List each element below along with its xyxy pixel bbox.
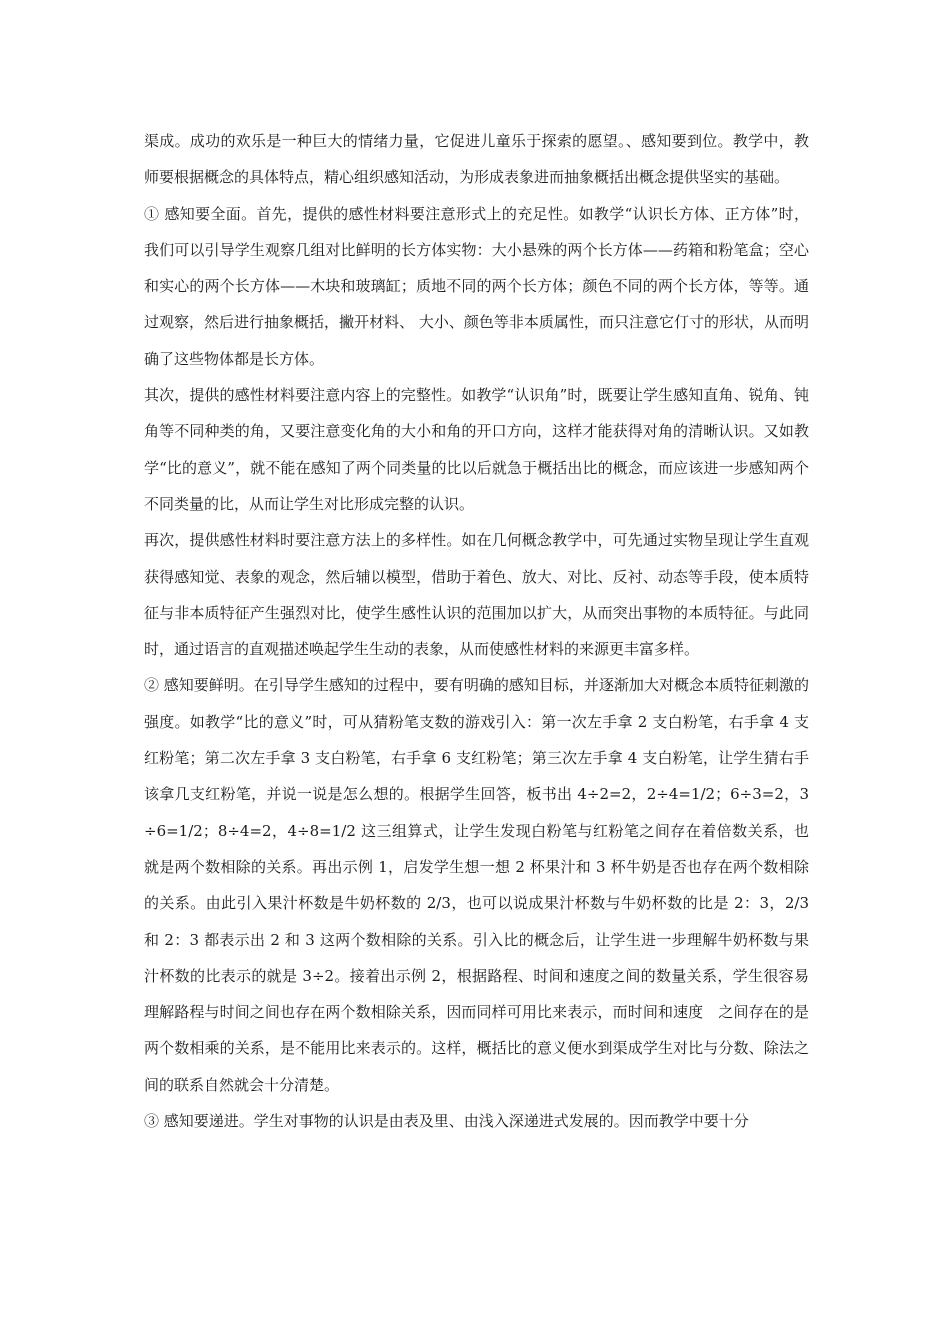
paragraph-perception-comprehensive: ① 感知要全面。首先，提供的感性材料要注意形式上的充足性。如教学“认识长方体、正方体”时，我们可以引导学生观察几组对比鲜明的长方体实物：大小悬殊的两个长方体——药箱和粉笔盒；空心和实心的两个长方体——木块和玻璃缸；质地不同的两个长方体；颜色不同的两个长方体，等等。通过观察，然后进行抽象概括，撇开材料、 大小、颜色等非本质属性，而只注意它仃寸的形状，从而明确了这些物体都是长方体。 — [144, 204, 809, 368]
paragraph-perception-progressive: ③ 感知要递进。学生对事物的认识是由表及里、由浅入深递进式发展的。因而教学中要十分 — [144, 1112, 749, 1131]
document-body — [144, 123, 809, 1139]
paragraph-method-diversity: 再次，提供感性材料时要注意方法上的多样性。如在几何概念教学中，可先通过实物呈现让学生直观获得感知觉、表象的观念，然后辅以模型，借助于着色、放大、对比、反衬、动态等手段，使本质特征与非本质特征产生强烈对比，使学生感性认识的范围加以扩大，从而突出事物的本质特征。与此同时，通过语言的直观描述唤起学生生动的表象，从而使感性材料的来源更丰富多样。 — [144, 531, 809, 659]
paragraph-content-completeness: 其次，提供的感性材料要注意内容上的完整性。如教学“认识角”时，既要让学生感知直角、锐角、钝角等不同种类的角，又要注意变化角的大小和角的开口方向，这样才能获得对角的清晰认识。又如教学“比的意义”，就不能在感知了两个同类量的比以后就急于概括出比的概念，而应该进一步感知两个不同类量的比，从而让学生对比形成完整的认识。 — [144, 386, 809, 513]
paragraph-perception-vivid: ② 感知要鲜明。在引导学生感知的过程中，要有明确的感知目标，并逐渐加大对概念本质特征刺激的强度。如教学“比的意义”时，可从猜粉笔支数的游戏引入：第一次左手拿 2 支白粉笔，右手拿 4 支红粉笔；第二次左手拿 3 支白粉笔，右手拿 6 支红粉笔；第三次左手拿 4 支白粉笔，让学生猜右手该拿几支红粉笔，并说一说是怎么想的。根据学生回答，板书出 4÷2=2，2÷4=1/2；6÷3=2，3÷6=1/2；8÷4=2，4÷8=1/2 这三组算式，让学生发现白粉笔与红粉笔之间存在着倍数关系，也就是两个数相除的关系。再出示例 1，启发学生想一想 2 杯果汁和 3 杯牛奶是否也存在两个数相除的关系。由此引入果汁杯数是牛奶杯数的 2/3，也可以说成果汁杯数与牛奶杯数的比是 2：3，2/3 和 2：3 都表示出 2 和 3 这两个数相除的关系。引入比的概念后，让学生进一步理解牛奶杯数与果汁杯数的比表示的就是 3÷2。接着出示例 2，根据路程、时间和速度之间的数量关系，学生很容易理解路程与时间之间也存在两个数相除关系，因而同样可用比来表示，而时间和速度 之间存在的是两个数相乘的关系，是不能用比来表示的。这样，概括比的意义便水到渠成学生对比与分数、除法之间的联系自然就会十分清楚。 — [144, 676, 809, 1094]
paragraph-intro: 渠成。成功的欢乐是一种巨大的情绪力量，它促进儿童乐于探索的愿望。、感知要到位。教学中，教师要根据概念的具体特点，精心组织感知活动，为形成表象进而抽象概括出概念提供坚实的基础。 — [144, 132, 809, 187]
